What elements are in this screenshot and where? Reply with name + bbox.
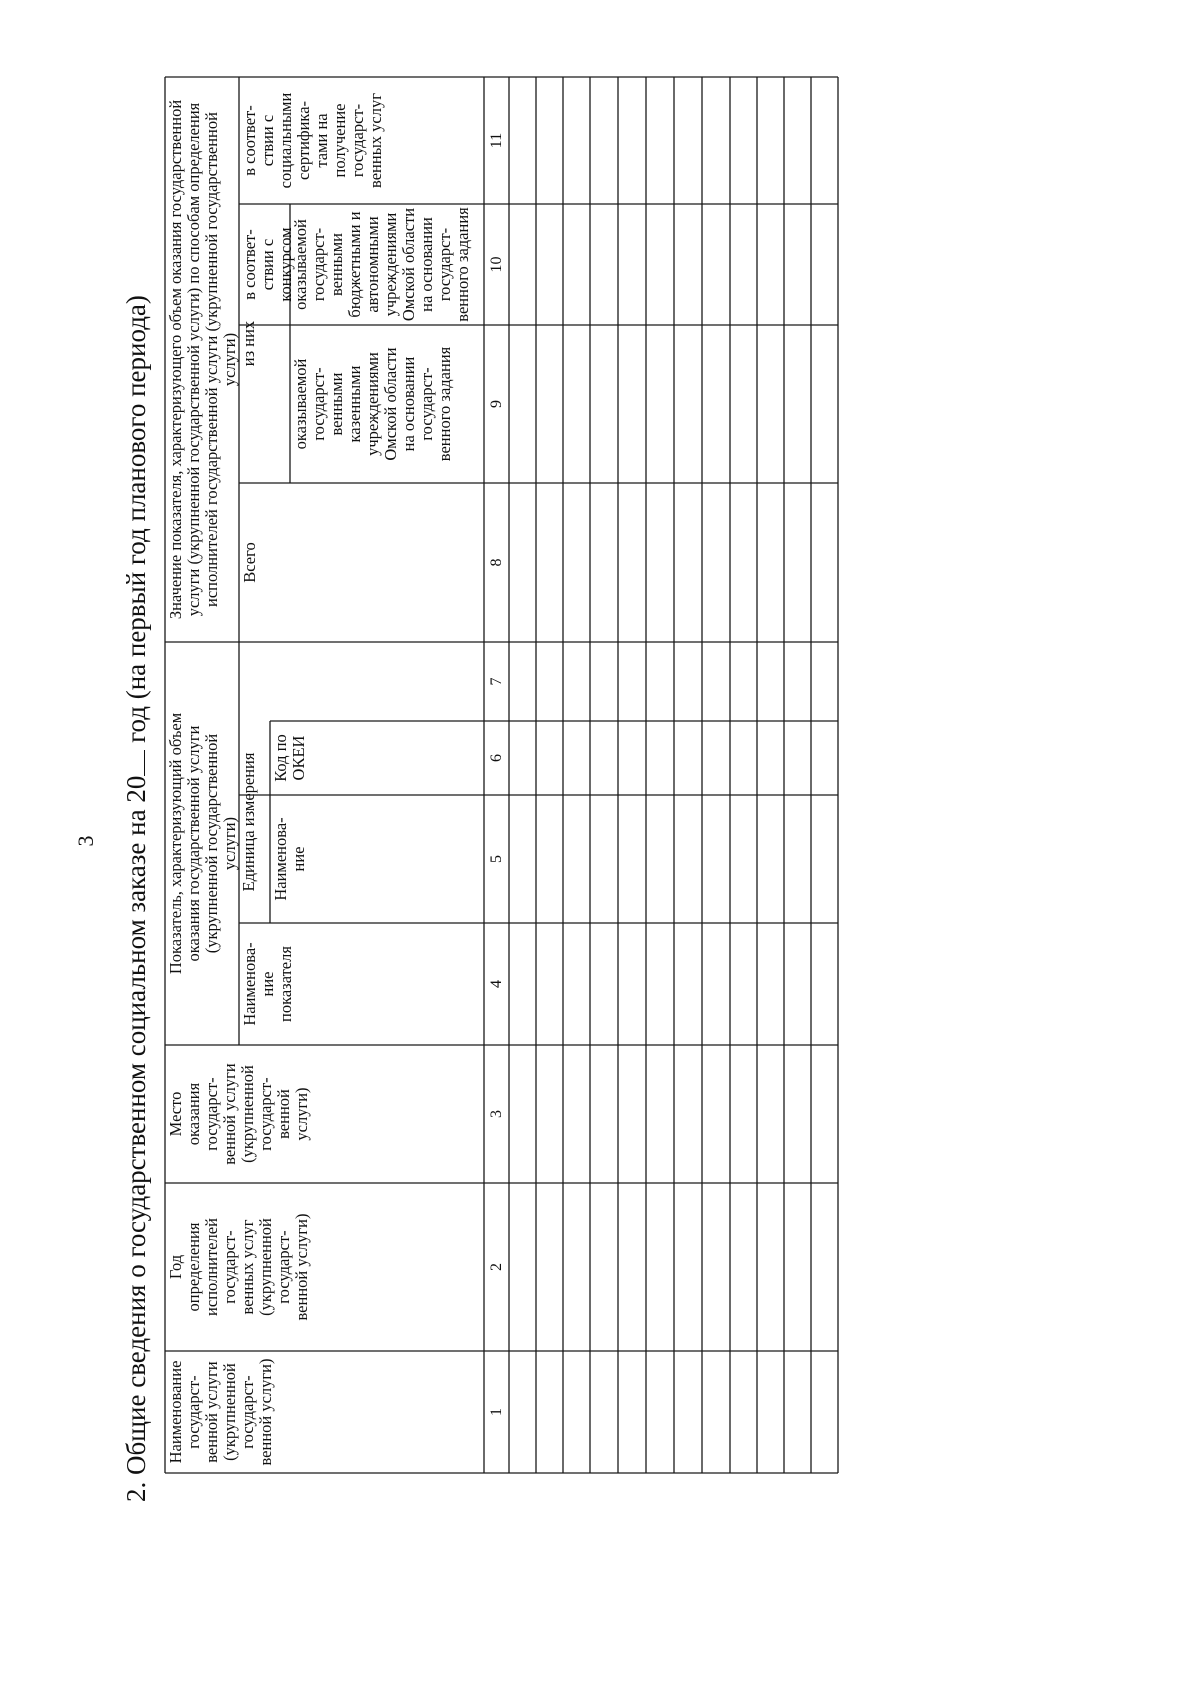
section-title-suffix: год (на первый год планового периода) bbox=[121, 295, 151, 743]
table-row bbox=[674, 77, 702, 1473]
header-unit-name: Наименова- ние bbox=[271, 817, 308, 901]
column-number-11: 11 bbox=[487, 132, 505, 149]
header-unit-group: Единица измерения bbox=[239, 752, 258, 892]
column-number-4: 4 bbox=[487, 980, 505, 988]
header-budget-institutions: оказываемой государст- венными бюджетными и автономными учреждениями Омской области на основании государст- венного задания bbox=[291, 207, 472, 322]
header-indicator-name: Наименова- ние показателя bbox=[240, 942, 295, 1026]
section-title-text: 2. Общие сведения о государственном социальном заказе на 20 bbox=[121, 775, 151, 1502]
table-row bbox=[811, 77, 838, 1473]
table-row bbox=[757, 77, 784, 1473]
header-service-name: Наименование государст- венной услуги (укрупненной государст- венной услуги) bbox=[166, 1358, 275, 1466]
header-okei-code: Код по ОКЕИ bbox=[271, 734, 308, 782]
table-row bbox=[784, 77, 811, 1473]
table-row bbox=[702, 77, 730, 1473]
column-number-2: 2 bbox=[487, 1263, 505, 1271]
header-value-group: Значение показателя, характеризующего объем оказания государственной услуги (укрупненной государственной услуги) по способам определения исполнителей государственной услуги (укрупненной государственной услуги) bbox=[166, 99, 239, 620]
page-number: 3 bbox=[73, 835, 98, 847]
column-number-6: 6 bbox=[487, 754, 505, 762]
table-row bbox=[536, 77, 563, 1473]
header-total: Всего bbox=[240, 542, 259, 583]
header-service-place: Место оказания государст- венной услуги (укрупненной государст- венной услуги) bbox=[166, 1063, 311, 1165]
header-year-of-selection: Год определения исполнителей государст- венных услуг (укрупненной государст- венной услуги) bbox=[166, 1213, 311, 1321]
table-row bbox=[509, 77, 536, 1473]
table-row bbox=[590, 77, 618, 1473]
table-row bbox=[646, 77, 674, 1473]
column-number-10: 10 bbox=[487, 256, 505, 273]
table-row bbox=[730, 77, 757, 1473]
column-number-9: 9 bbox=[487, 400, 505, 408]
header-state-institutions: оказываемой государст- венными казенными учреждениями Омской области на основании государст- венного задания bbox=[291, 346, 454, 462]
header-by-competition: в соответ- ствии с конкурсом bbox=[240, 227, 295, 302]
column-number-8: 8 bbox=[487, 558, 505, 567]
column-number-7: 7 bbox=[487, 677, 505, 686]
column-number-5: 5 bbox=[487, 855, 505, 863]
column-number-1: 1 bbox=[487, 1408, 505, 1416]
table-row bbox=[618, 77, 646, 1473]
table-row bbox=[563, 77, 590, 1473]
header-by-social-certificates: в соответ- ствии с социальными сертифика- тами на получение государст- венных услуг bbox=[240, 92, 385, 189]
header-of-them: из них bbox=[239, 320, 258, 367]
header-indicator-group: Показатель, характеризующий объем оказания государственной услуги (укрупненной государственной услуги) bbox=[166, 712, 239, 975]
column-number-3: 3 bbox=[487, 1110, 505, 1118]
